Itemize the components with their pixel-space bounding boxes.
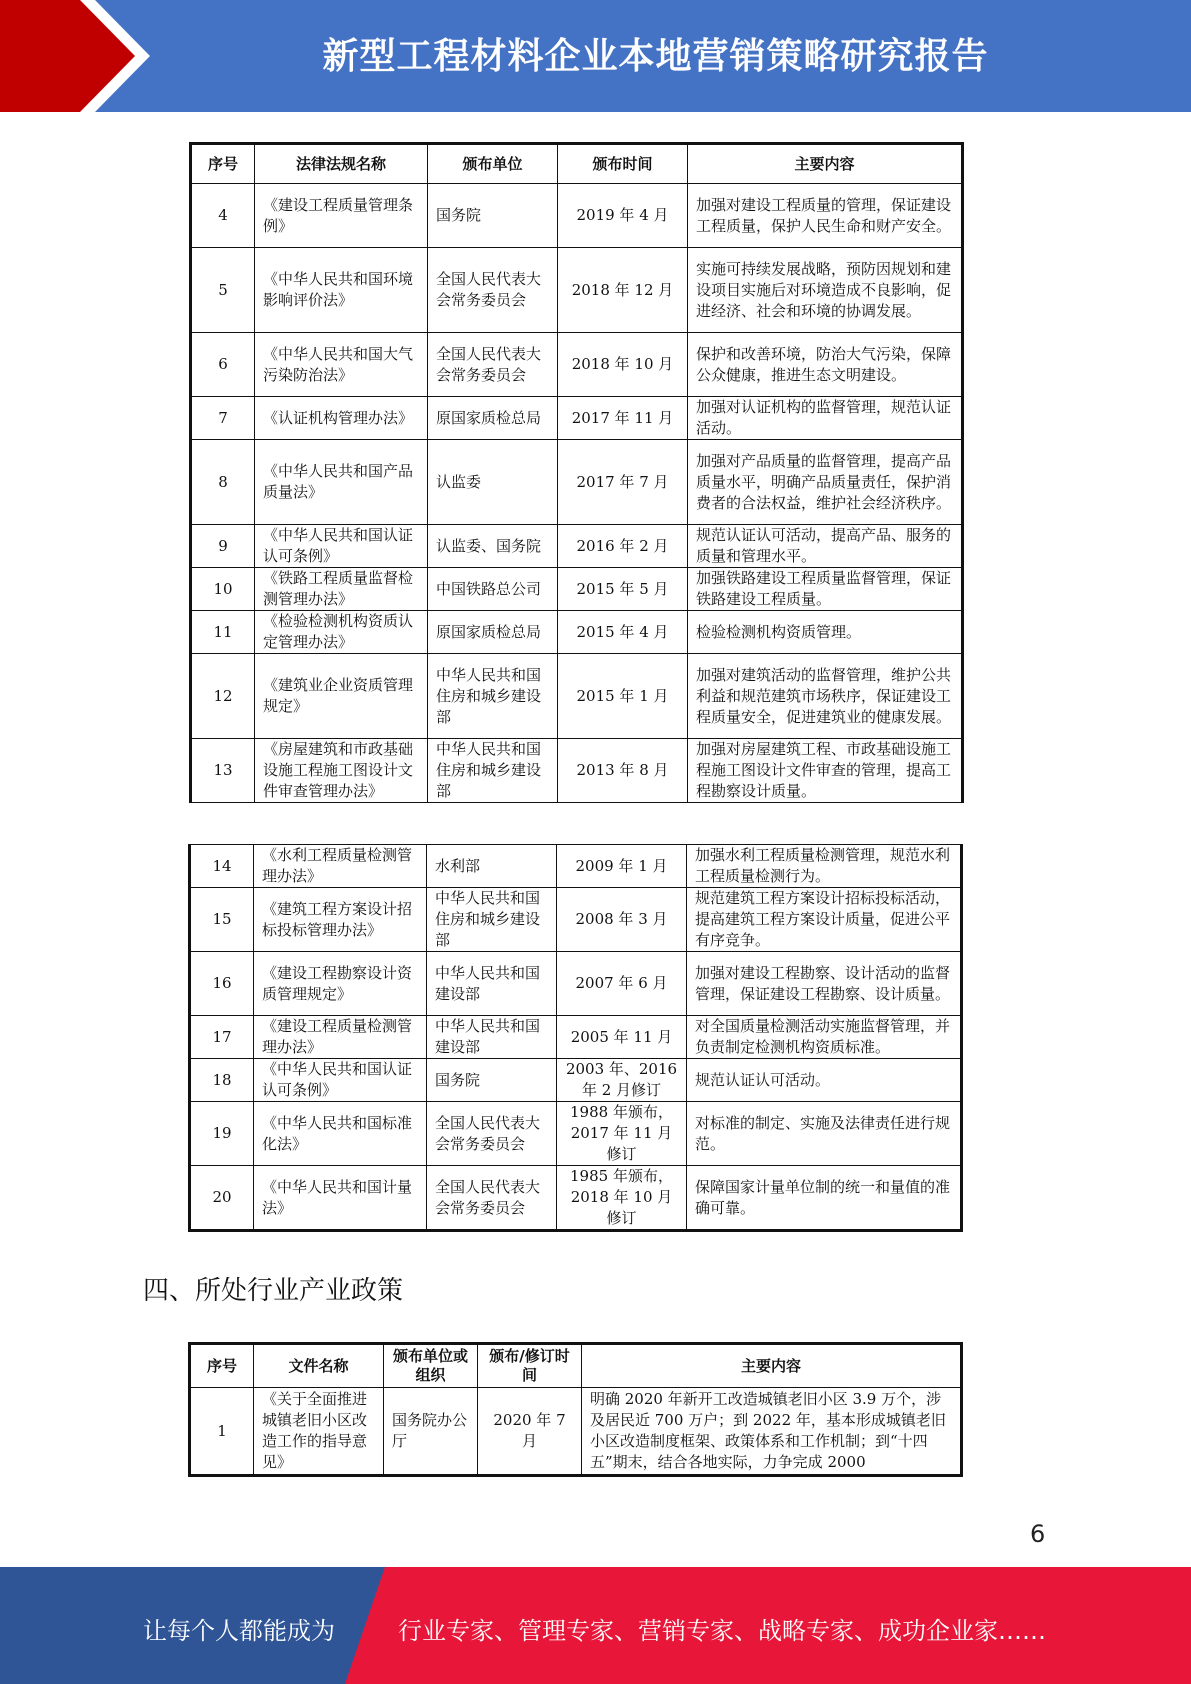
table-row: [190, 888, 962, 952]
cell-law-name: 《铁路工程质量监督检测管理办法》: [255, 568, 428, 611]
cell-issuer: 中国铁路总公司: [428, 568, 558, 611]
footer-slogan-right: 行业专家、管理专家、营销专家、战略专家、成功企业家……: [398, 1617, 1046, 1645]
table-header-row: [190, 1344, 962, 1388]
col-header-index: 序号: [191, 144, 255, 184]
cell-content: 检验检测机构资质管理。: [688, 611, 963, 654]
cell-date: 2019 年 4 月: [558, 184, 688, 248]
cell-issuer: 国务院办公厅: [384, 1388, 478, 1476]
cell-law-name: 《建设工程质量检测管理办法》: [254, 1016, 427, 1059]
cell-date: 1985 年颁布，2018 年 10 月修订: [557, 1166, 687, 1231]
cell-index: 1: [190, 1388, 254, 1476]
col-header-doc-name: 文件名称: [254, 1344, 384, 1388]
table-row: [190, 952, 962, 1016]
cell-content: 规范认证认可活动。: [687, 1059, 962, 1102]
footer-slogan-left: 让每个人都能成为: [143, 1617, 335, 1645]
table-header-row: [191, 144, 963, 184]
cell-content: 明确 2020 年新开工改造城镇老旧小区 3.9 万个，涉及居民近 700 万户；到 2022 年，基本形成城镇老旧小区改造制度框架、政策体系和工作机制；到“十四五”期末，结合各地实际，力争完成 2000: [582, 1388, 962, 1476]
cell-issuer: 全国人民代表大会常务委员会: [428, 333, 558, 397]
cell-content: 实施可持续发展战略，预防因规划和建设项目实施后对环境造成不良影响，促进经济、社会和环境的协调发展。: [688, 248, 963, 333]
cell-issuer: 水利部: [427, 845, 557, 888]
table-row: [191, 525, 963, 568]
cell-issuer: 国务院: [427, 1059, 557, 1102]
cell-content: 对标准的制定、实施及法律责任进行规范。: [687, 1102, 962, 1166]
col-header-issuer: 颁布单位: [428, 144, 558, 184]
col-header-content: 主要内容: [582, 1344, 962, 1388]
page-number: 6: [1030, 1520, 1046, 1548]
cell-law-name: 《建筑工程方案设计招标投标管理办法》: [254, 888, 427, 952]
cell-date: 2018 年 12 月: [558, 248, 688, 333]
cell-date: 1988 年颁布，2017 年 11 月修订: [557, 1102, 687, 1166]
cell-index: 7: [191, 397, 255, 440]
cell-date: 2017 年 7 月: [558, 440, 688, 525]
cell-issuer: 国务院: [428, 184, 558, 248]
cell-index: 16: [190, 952, 254, 1016]
cell-index: 10: [191, 568, 255, 611]
cell-issuer: 中华人民共和国建设部: [427, 952, 557, 1016]
cell-date: 2009 年 1 月: [557, 845, 687, 888]
cell-date: 2015 年 5 月: [558, 568, 688, 611]
cell-content: 加强铁路建设工程质量监督管理，保证铁路建设工程质量。: [688, 568, 963, 611]
cell-content: 加强对房屋建筑工程、市政基础设施工程施工图设计文件审查的管理，提高工程勘察设计质量。: [688, 739, 963, 803]
cell-issuer: 中华人民共和国住房和城乡建设部: [427, 888, 557, 952]
section-heading: 四、所处行业产业政策: [143, 1276, 404, 1306]
cell-issuer: 原国家质检总局: [428, 611, 558, 654]
cell-content: 加强对建筑活动的监督管理，维护公共利益和规范建筑市场秩序，保证建设工程质量安全，促进建筑业的健康发展。: [688, 654, 963, 739]
cell-law-name: 《检验检测机构资质认定管理办法》: [255, 611, 428, 654]
policy-table: [188, 1342, 963, 1477]
cell-issuer: 认监委: [428, 440, 558, 525]
cell-law-name: 《水利工程质量检测管理办法》: [254, 845, 427, 888]
cell-law-name: 《认证机构管理办法》: [255, 397, 428, 440]
col-header-date: 颁布时间: [558, 144, 688, 184]
table-row: [191, 440, 963, 525]
table-row: [191, 739, 963, 803]
cell-index: 8: [191, 440, 255, 525]
cell-index: 18: [190, 1059, 254, 1102]
cell-content: 加强对建设工程勘察、设计活动的监督管理，保证建设工程勘察、设计质量。: [687, 952, 962, 1016]
cell-content: 保障国家计量单位制的统一和量值的准确可靠。: [687, 1166, 962, 1231]
cell-issuer: 全国人民代表大会常务委员会: [427, 1102, 557, 1166]
table-row: [191, 333, 963, 397]
cell-law-name: 《建设工程勘察设计资质管理规定》: [254, 952, 427, 1016]
table-row: [190, 1388, 962, 1476]
table-row: [191, 611, 963, 654]
table-row: [190, 845, 962, 888]
cell-law-name: 《中华人民共和国认证认可条例》: [255, 525, 428, 568]
cell-index: 20: [190, 1166, 254, 1231]
cell-index: 12: [191, 654, 255, 739]
col-header-index: 序号: [190, 1344, 254, 1388]
cell-law-name: 《房屋建筑和市政基础设施工程施工图设计文件审查管理办法》: [255, 739, 428, 803]
table-row: [190, 1102, 962, 1166]
cell-date: 2015 年 4 月: [558, 611, 688, 654]
table-row: [191, 184, 963, 248]
cell-issuer: 中华人民共和国建设部: [427, 1016, 557, 1059]
table-row: [190, 1016, 962, 1059]
cell-date: 2005 年 11 月: [557, 1016, 687, 1059]
cell-content: 加强对产品质量的监督管理，提高产品质量水平，明确产品质量责任，保护消费者的合法权益，维护社会经济秩序。: [688, 440, 963, 525]
cell-issuer: 认监委、国务院: [428, 525, 558, 568]
cell-issuer: 全国人民代表大会常务委员会: [428, 248, 558, 333]
cell-law-name: 《中华人民共和国认证认可条例》: [254, 1059, 427, 1102]
cell-content: 对全国质量检测活动实施监督管理，并负责制定检测机构资质标准。: [687, 1016, 962, 1059]
cell-date: 2003 年、2016 年 2 月修订: [557, 1059, 687, 1102]
cell-date: 2007 年 6 月: [557, 952, 687, 1016]
cell-doc-name: 《关于全面推进城镇老旧小区改造工作的指导意见》: [254, 1388, 384, 1476]
cell-index: 17: [190, 1016, 254, 1059]
cell-law-name: 《中华人民共和国计量法》: [254, 1166, 427, 1231]
cell-issuer: 原国家质检总局: [428, 397, 558, 440]
cell-law-name: 《建筑业企业资质管理规定》: [255, 654, 428, 739]
page-header: [0, 0, 1191, 112]
cell-law-name: 《中华人民共和国标准化法》: [254, 1102, 427, 1166]
col-header-content: 主要内容: [688, 144, 963, 184]
cell-law-name: 《中华人民共和国产品质量法》: [255, 440, 428, 525]
cell-index: 13: [191, 739, 255, 803]
table-row: [190, 1166, 962, 1231]
table-row: [190, 1059, 962, 1102]
cell-date: 2020 年 7 月: [478, 1388, 582, 1476]
cell-issuer: 中华人民共和国住房和城乡建设部: [428, 739, 558, 803]
cell-date: 2015 年 1 月: [558, 654, 688, 739]
cell-law-name: 《中华人民共和国环境影响评价法》: [255, 248, 428, 333]
cell-law-name: 《中华人民共和国大气污染防治法》: [255, 333, 428, 397]
cell-content: 保护和改善环境，防治大气污染，保障公众健康，推进生态文明建设。: [688, 333, 963, 397]
laws-table-part2: [188, 844, 963, 1232]
cell-content: 规范建筑工程方案设计招标投标活动，提高建筑工程方案设计质量，促进公平有序竞争。: [687, 888, 962, 952]
cell-date: 2013 年 8 月: [558, 739, 688, 803]
cell-content: 规范认证认可活动，提高产品、服务的质量和管理水平。: [688, 525, 963, 568]
cell-date: 2016 年 2 月: [558, 525, 688, 568]
page-footer: [0, 1567, 1191, 1684]
laws-table-part1: [189, 142, 964, 803]
table-row: [191, 397, 963, 440]
cell-law-name: 《建设工程质量管理条例》: [255, 184, 428, 248]
cell-content: 加强水利工程质量检测管理，规范水利工程质量检测行为。: [687, 845, 962, 888]
cell-index: 19: [190, 1102, 254, 1166]
col-header-law-name: 法律法规名称: [255, 144, 428, 184]
col-header-issuer: 颁布单位或组织: [384, 1344, 478, 1388]
cell-date: 2017 年 11 月: [558, 397, 688, 440]
cell-index: 5: [191, 248, 255, 333]
cell-content: 加强对认证机构的监督管理，规范认证活动。: [688, 397, 963, 440]
cell-index: 6: [191, 333, 255, 397]
cell-date: 2018 年 10 月: [558, 333, 688, 397]
cell-index: 9: [191, 525, 255, 568]
cell-content: 加强对建设工程质量的管理，保证建设工程质量，保护人民生命和财产安全。: [688, 184, 963, 248]
table-row: [191, 248, 963, 333]
cell-index: 4: [191, 184, 255, 248]
table-row: [191, 568, 963, 611]
cell-index: 14: [190, 845, 254, 888]
cell-index: 15: [190, 888, 254, 952]
cell-date: 2008 年 3 月: [557, 888, 687, 952]
cell-issuer: 全国人民代表大会常务委员会: [427, 1166, 557, 1231]
table-row: [191, 654, 963, 739]
cell-issuer: 中华人民共和国住房和城乡建设部: [428, 654, 558, 739]
cell-index: 11: [191, 611, 255, 654]
col-header-date: 颁布/修订时间: [478, 1344, 582, 1388]
report-title: 新型工程材料企业本地营销策略研究报告: [322, 36, 989, 77]
